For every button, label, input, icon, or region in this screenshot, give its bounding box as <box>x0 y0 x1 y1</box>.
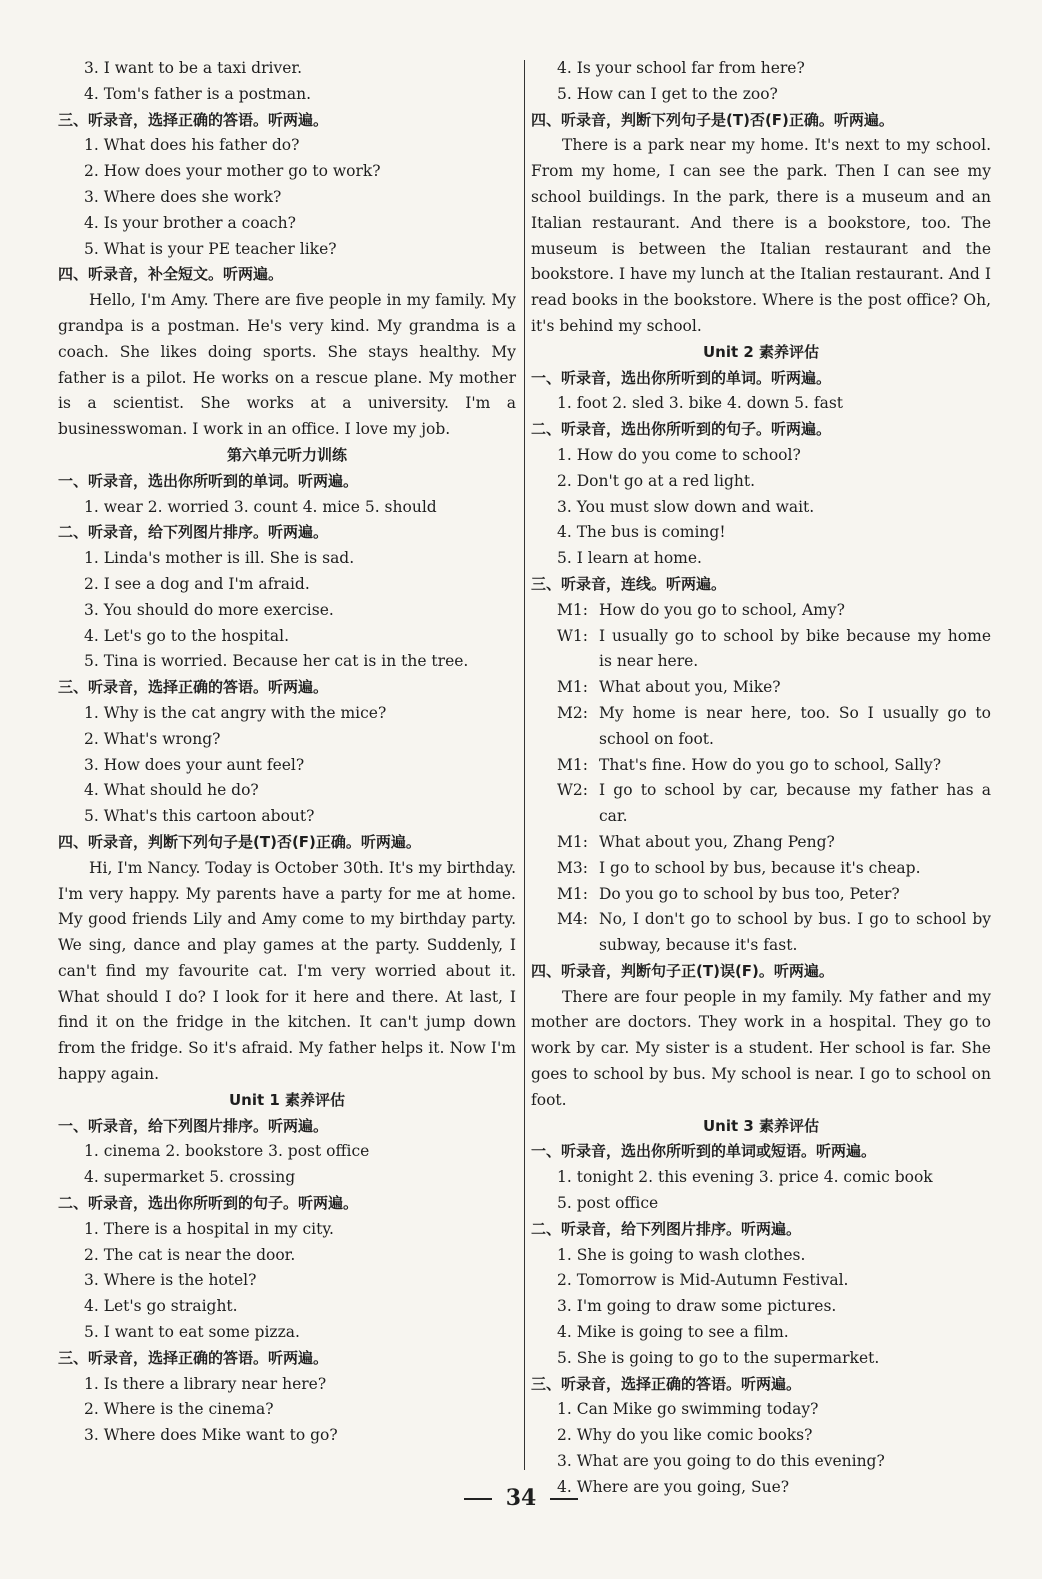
section-heading: 一、听录音，选出你所听到的单词。听两遍。 <box>531 368 832 387</box>
dialog-line <box>531 882 991 908</box>
dialog-text: What about you, Mike? <box>599 678 781 697</box>
section-heading: 二、听录音，给下列图片排序。听两遍。 <box>58 523 329 542</box>
section-heading: 三、听录音，选择正确的答语。听两遍。 <box>531 1374 802 1393</box>
dash-right <box>550 1498 578 1500</box>
dialog-text: How do you go to school, Amy? <box>599 600 845 619</box>
list-item: 4. Mike is going to see a film. <box>557 1323 789 1342</box>
passage: There are four people in my family. My father and my mother are doctors. They work in a hospital. They go to work by car. My sister is a student. Her school is far. She goes to school by bus. My school is near. I go to school on foot. <box>531 987 991 1109</box>
list-item: 5. What's this cartoon about? <box>84 807 315 826</box>
page-number <box>0 1485 1042 1511</box>
section-heading: 一、听录音，选出你所听到的单词。听两遍。 <box>58 471 359 490</box>
speaker-label: M2: <box>557 703 588 722</box>
word-list: 4. supermarket 5. crossing <box>84 1168 296 1187</box>
list-item: 1. Is there a library near here? <box>84 1374 327 1393</box>
list-item: 3. Where is the hotel? <box>84 1271 257 1290</box>
page-number-text: 34 <box>505 1485 537 1511</box>
dialog-text: Do you go to school by bus too, Peter? <box>599 884 900 903</box>
column-divider <box>524 60 525 1470</box>
right-column <box>531 56 991 1501</box>
list-item: 5. I want to eat some pizza. <box>84 1323 300 1342</box>
list-item: 3. How does your aunt feel? <box>84 755 305 774</box>
unit-title: Unit 2 素养评估 <box>702 342 820 361</box>
list-item: 4. Tom's father is a postman. <box>84 84 312 103</box>
list-item: 2. How does your mother go to work? <box>84 162 381 181</box>
section-heading: 二、听录音，给下列图片排序。听两遍。 <box>531 1219 802 1238</box>
dialog-text: What about you, Zhang Peng? <box>599 832 835 851</box>
dialog-line <box>531 753 991 779</box>
dash-left <box>464 1498 492 1500</box>
dialog-line <box>531 624 991 676</box>
list-item: 3. I'm going to draw some pictures. <box>557 1297 837 1316</box>
list-item: 2. Tomorrow is Mid-Autumn Festival. <box>557 1271 849 1290</box>
speaker-label: M1: <box>557 678 588 697</box>
list-item: 4. Where are you going, Sue? <box>557 1477 790 1496</box>
list-item: 2. Where is the cinema? <box>84 1400 274 1419</box>
unit-title: Unit 3 素养评估 <box>702 1116 820 1135</box>
section-heading: 三、听录音，选择正确的答语。听两遍。 <box>58 678 329 697</box>
dialog-text: That's fine. How do you go to school, Sally? <box>599 755 942 774</box>
word-list: 1. foot 2. sled 3. bike 4. down 5. fast <box>557 394 844 413</box>
section-heading: 一、听录音，选出你所听到的单词或短语。听两遍。 <box>531 1142 877 1161</box>
list-item: 1. There is a hospital in my city. <box>84 1219 334 1238</box>
dialog-text: I go to school by bus, because it's cheap. <box>599 858 921 877</box>
dialog-text: I usually go to school by bike because my home is near here. <box>599 626 991 671</box>
section-heading: 三、听录音，选择正确的答语。听两遍。 <box>58 110 329 129</box>
dialog-text: I go to school by car, because my father has a car. <box>599 781 991 826</box>
list-item: 1. Why is the cat angry with the mice? <box>84 703 387 722</box>
list-item: 5. What is your PE teacher like? <box>84 239 337 258</box>
word-list: 5. post office <box>557 1194 659 1213</box>
speaker-label: M1: <box>557 832 588 851</box>
section-heading: 二、听录音，选出你所听到的句子。听两遍。 <box>58 1194 359 1213</box>
list-item: 5. I learn at home. <box>557 549 702 568</box>
passage: Hello, I'm Amy. There are five people in my family. My grandpa is a postman. He's very kind. My grandma is a coach. She likes doing sports. She stays healthy. My father is a pilot. He works on a rescue plane. My mother is a scientist. She works at a university. I'm a businesswoman. I work in an office. I love my job. <box>58 291 516 439</box>
section-heading: 四、听录音，判断下列句子是(T)否(F)正确。听两遍。 <box>531 110 894 129</box>
word-list: 1. cinema 2. bookstore 3. post office <box>84 1142 370 1161</box>
speaker-label: W1: <box>557 626 589 645</box>
section-heading: 四、听录音，判断下列句子是(T)否(F)正确。听两遍。 <box>58 832 421 851</box>
list-item: 3. What are you going to do this evening? <box>557 1452 885 1471</box>
dialog-line <box>531 907 991 959</box>
list-item: 1. She is going to wash clothes. <box>557 1245 806 1264</box>
speaker-label: M3: <box>557 858 588 877</box>
section-heading: 四、听录音，判断句子正(T)误(F)。听两遍。 <box>531 961 834 980</box>
list-item: 3. I want to be a taxi driver. <box>84 59 303 77</box>
dialog-line <box>531 675 991 701</box>
section-heading: 三、听录音，连线。听两遍。 <box>531 574 727 593</box>
dialog-text: My home is near here, too. So I usually go to school on foot. <box>599 703 991 748</box>
unit-title: 第六单元听力训练 <box>226 445 347 464</box>
section-heading: 三、听录音，选择正确的答语。听两遍。 <box>58 1348 329 1367</box>
word-list: 1. tonight 2. this evening 3. price 4. comic book <box>557 1168 933 1187</box>
section-heading: 一、听录音，给下列图片排序。听两遍。 <box>58 1116 329 1135</box>
passage: There is a park near my home. It's next to my school. From my home, I can see the park. Then I can see my school buildings. In the park, there is a museum and an Italian restaurant. And there is a bookstore, too. The museum is between the Italian restaurant and the bookstore. I have my lunch at the Italian restaurant. And I read books in the bookstore. Where is the post office? Oh, it's behind my school. <box>531 136 991 335</box>
dialog-line <box>531 856 991 882</box>
dialog-text: No, I don't go to school by bus. I go to school by subway, because it's fast. <box>599 910 991 955</box>
dialog-line <box>531 778 991 830</box>
list-item: 4. What should he do? <box>84 781 259 800</box>
dialog-line <box>531 830 991 856</box>
dialog-line <box>531 598 991 624</box>
list-item: 3. You should do more exercise. <box>84 600 334 619</box>
list-item: 2. Why do you like comic books? <box>557 1426 813 1445</box>
list-item: 1. How do you come to school? <box>557 445 801 464</box>
list-item: 3. You must slow down and wait. <box>557 497 815 516</box>
speaker-label: M1: <box>557 884 588 903</box>
list-item: 5. She is going to go to the supermarket. <box>557 1348 880 1367</box>
list-item: 4. Is your school far from here? <box>557 59 805 77</box>
speaker-label: M1: <box>557 600 588 619</box>
list-item: 2. Don't go at a red light. <box>557 471 756 490</box>
list-item: 4. Let's go straight. <box>84 1297 238 1316</box>
speaker-label: M1: <box>557 755 588 774</box>
list-item: 3. Where does she work? <box>84 187 282 206</box>
list-item: 5. Tina is worried. Because her cat is in the tree. <box>84 652 469 671</box>
unit-title: Unit 1 素养评估 <box>228 1090 346 1109</box>
list-item: 2. The cat is near the door. <box>84 1245 296 1264</box>
speaker-label: W2: <box>557 781 589 800</box>
list-item: 2. What's wrong? <box>84 729 221 748</box>
speaker-label: M4: <box>557 910 588 929</box>
list-item: 3. Where does Mike want to go? <box>84 1426 338 1445</box>
list-item: 1. Can Mike go swimming today? <box>557 1400 819 1419</box>
list-item: 1. What does his father do? <box>84 136 300 155</box>
section-heading: 二、听录音，选出你所听到的句子。听两遍。 <box>531 420 832 439</box>
list-item: 4. Is your brother a coach? <box>84 213 296 232</box>
dialog-line <box>531 701 991 753</box>
word-list: 1. wear 2. worried 3. count 4. mice 5. should <box>84 497 437 516</box>
left-column <box>58 56 516 1449</box>
list-item: 5. How can I get to the zoo? <box>557 84 778 103</box>
list-item: 2. I see a dog and I'm afraid. <box>84 574 310 593</box>
passage: Hi, I'm Nancy. Today is October 30th. It's my birthday. I'm very happy. My parents have a party for me at home. My good friends Lily and Amy come to my birthday party. We sing, dance and play games at the party. Suddenly, I can't find my favourite cat. I'm very worried about it. What should I do? I look for it here and there. At last, I find it on the fridge in the kitchen. It can't jump down from the fridge. So it's afraid. My father helps it. Now I'm happy again. <box>58 858 516 1084</box>
list-item: 4. Let's go to the hospital. <box>84 626 290 645</box>
list-item: 1. Linda's mother is ill. She is sad. <box>84 549 355 568</box>
section-heading: 四、听录音，补全短文。听两遍。 <box>58 265 284 284</box>
list-item: 4. The bus is coming! <box>557 523 726 542</box>
